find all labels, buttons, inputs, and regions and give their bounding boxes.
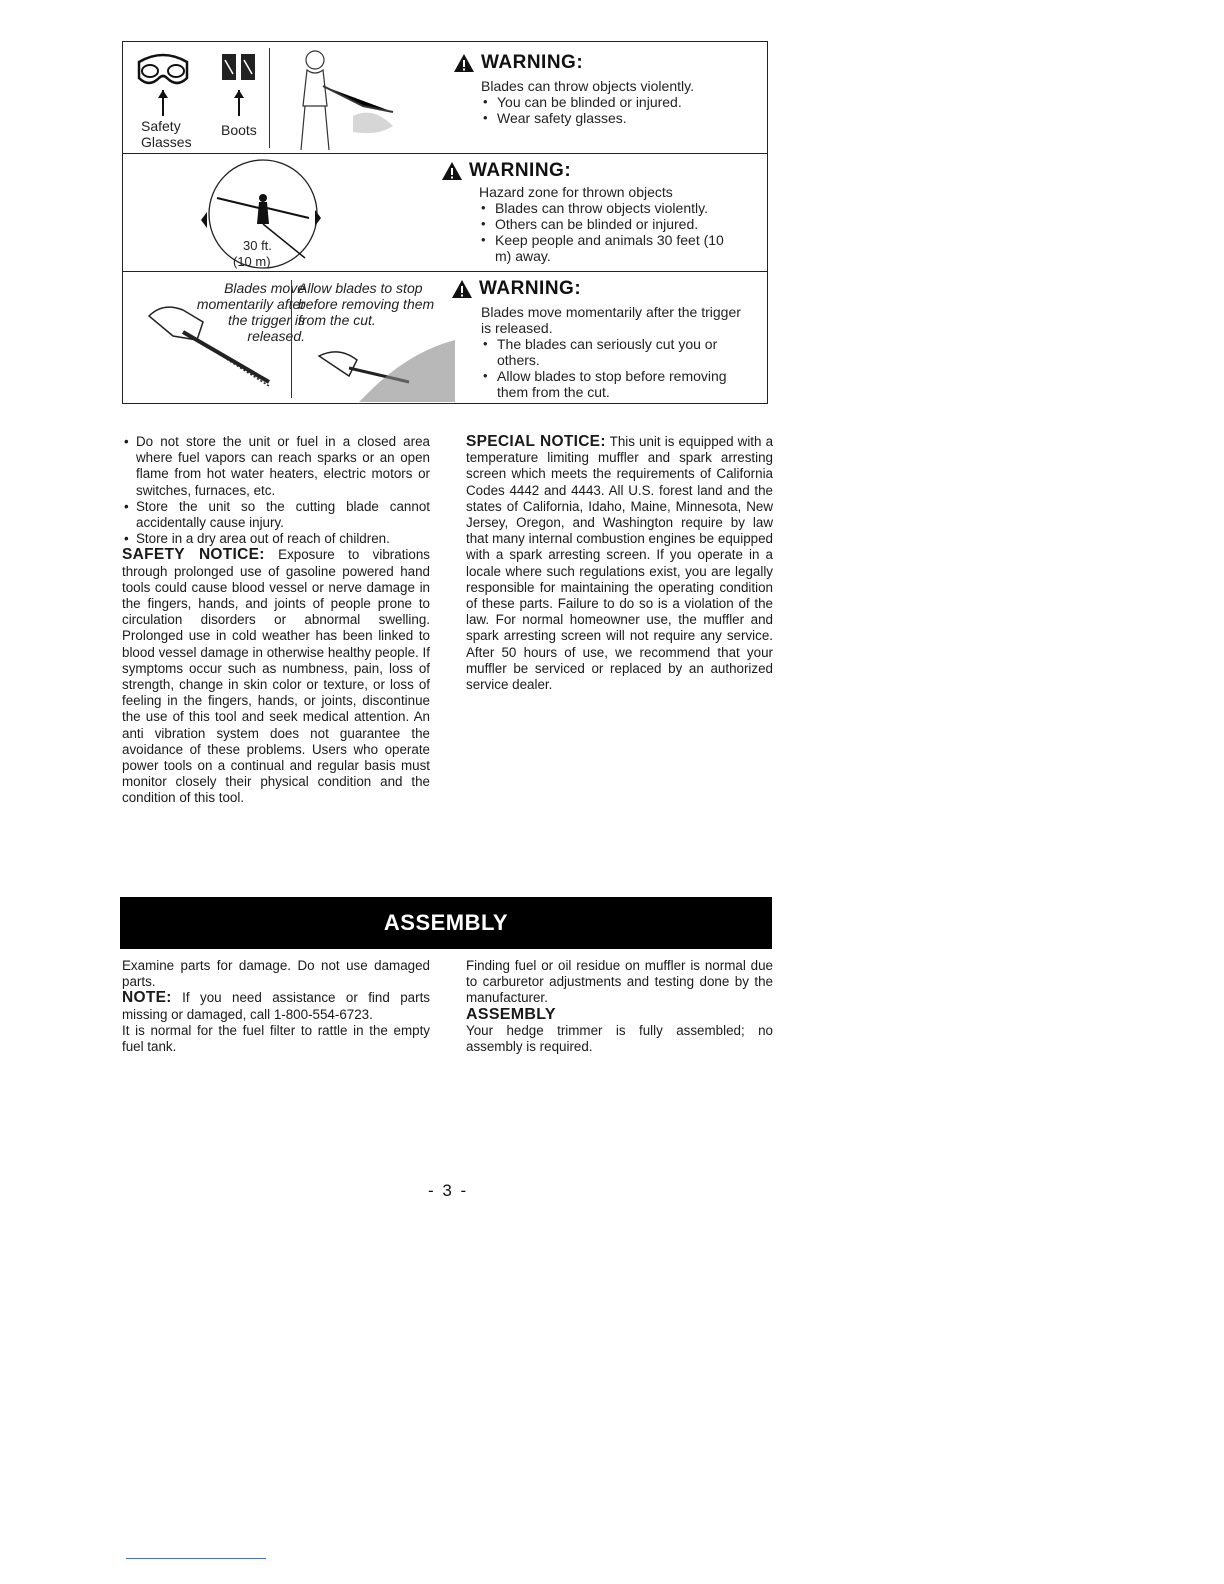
- assembly-paragraph: Examine parts for damage. Do not use damaged parts.: [122, 958, 430, 990]
- special-notice: [466, 434, 773, 693]
- special-notice-label: SPECIAL NOTICE:: [466, 433, 606, 450]
- blades-move-label: Blades move momentarily after the trigger is released.: [196, 280, 305, 344]
- warning-bullet: • Keep people and animals 30 feet (10 m) away.: [493, 232, 735, 264]
- warning-row-glasses: [123, 42, 767, 154]
- warning-box: [122, 41, 768, 404]
- warning-text-1: Blades can throw objects violently. • You can be blinded or injured. • Wear safety glasses.: [481, 78, 761, 126]
- warning-triangle-icon: [451, 279, 473, 299]
- left-column: [122, 434, 430, 807]
- warning-bullet: • Others can be blinded or injured.: [493, 216, 759, 232]
- note-label: NOTE:: [122, 989, 172, 1007]
- distance-ft-label: 30 ft.: [243, 238, 272, 253]
- special-notice-text: This unit is equipped with a temperature limiting muffler and spark arresting screen which meets the requirements of California Codes 4442 and 4443. All U.S. forest land and the states of California, Idaho, Maine, Minnesota, New Jersey, Oregon, and Washington require by law that many internal combustion engines be equipped with a spark arresting screen. If you operate in a locale where such regulations exist, you are legally responsible for maintaining the operating condition of these parts. Failure to do so is a violation of the law. For normal homeowner use, the muffler and spark arresting screen will not require any service. After 50 hours of use, we recommend that your muffler be serviced or replaced by an authorized service dealer.: [466, 434, 774, 693]
- warning-bullet: • The blades can seriously cut you or others.: [495, 336, 751, 368]
- warning-row-hazard-zone: [123, 154, 767, 272]
- operator-with-trimmer-illustration: [283, 46, 403, 150]
- divider: [291, 280, 292, 398]
- page-number: - 3 -: [428, 1181, 469, 1200]
- assembly-banner: ASSEMBLY: [120, 897, 772, 949]
- assembly-paragraph: Finding fuel or oil residue on muffler is normal due to carburetor adjustments and testing done by the manufacturer.: [466, 958, 773, 1006]
- safety-notice-text: Exposure to vibrations through prolonged use of gasoline powered hand tools could cause blood vessel or nerve damage in the fingers, hands, and joints of people prone to circulation disorders or abnormal swelling. Prolonged use in cold weather has been linked to blood vessel damage in otherwise healthy people. If symptoms occur such as numbness, pain, loss of strength, change in skin color or texture, or loss of feeling in the fingers, hands, or joints, discontinue the use of this tool and seek medical attention. An anti vibration system does not guarantee the avoidance of these problems. Users who operate power tools on a continual and regular basis must monitor closely their physical condition and the condition of this tool.: [122, 547, 430, 806]
- note-text: If you need assistance or find parts missing or damaged, call 1-800-554-6723.: [122, 990, 430, 1022]
- right-column: [466, 434, 773, 693]
- safety-glasses-icon: [133, 48, 193, 118]
- warning-heading-1: WARNING:: [453, 52, 583, 74]
- distance-m-label: (10 m): [233, 254, 271, 269]
- warning-heading-2: WARNING:: [441, 160, 571, 182]
- warning-triangle-icon: [441, 161, 463, 181]
- trimmer-cutting-hedge-illustration: [309, 332, 459, 402]
- safety-notice: [122, 547, 430, 806]
- allow-stop-label: Allow blades to stop before removing them from the cut.: [298, 280, 435, 328]
- warning-text-3: Blades move momentarily after the trigger is released. • The blades can seriously cut you or others. • Allow blades to stop before removing them from the cut.: [481, 304, 751, 400]
- assembly-right-column: [466, 958, 773, 1055]
- assembly-paragraph: It is normal for the fuel filter to rattle in the empty fuel tank.: [122, 1022, 430, 1055]
- warning-bullet: • You can be blinded or injured.: [495, 94, 761, 110]
- assembly-subheading: ASSEMBLY: [466, 1005, 556, 1023]
- list-item: • Store in a dry area out of reach of children.: [122, 531, 430, 547]
- list-item: • Store the unit so the cutting blade cannot accidentally cause injury.: [122, 499, 430, 531]
- safety-notice-label: SAFETY NOTICE:: [122, 546, 265, 564]
- warning-text-2: Hazard zone for thrown objects • Blades can throw objects violently. • Others can be blinded or injured. • Keep people and animals 30 feet (10 m) away.: [479, 184, 759, 264]
- warning-row-blade-stop: [123, 272, 767, 403]
- assembly-paragraph: Your hedge trimmer is fully assembled; no assembly is required.: [466, 1022, 773, 1055]
- warning-bullet: • Blades can throw objects violently.: [493, 200, 759, 216]
- warning-bullet: • Wear safety glasses.: [495, 110, 761, 126]
- warning-bullet: • Allow blades to stop before removing them from the cut.: [495, 368, 751, 400]
- list-item: • Do not store the unit or fuel in a closed area where fuel vapors can reach sparks or an open flame from hot water heaters, electric motors or switches, furnaces, etc.: [122, 434, 430, 499]
- assembly-left-column: [122, 958, 430, 1055]
- divider: [269, 48, 270, 148]
- boots-icon: [219, 50, 259, 116]
- warning-heading-3: WARNING:: [451, 278, 581, 300]
- safety-glasses-label: Safety Glasses: [141, 118, 192, 150]
- footer-rule: [126, 1558, 266, 1559]
- warning-triangle-icon: [453, 53, 475, 73]
- boots-label: Boots: [221, 122, 257, 138]
- assembly-note: [122, 990, 430, 1022]
